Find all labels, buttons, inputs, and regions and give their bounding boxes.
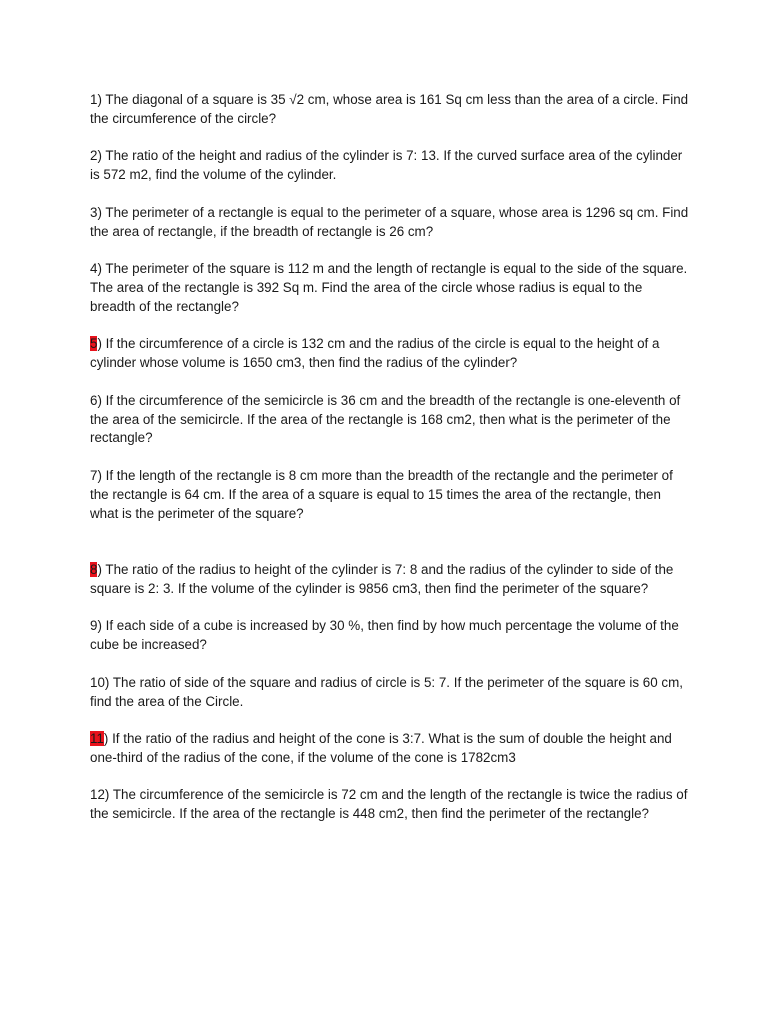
question-8 [90, 561, 690, 599]
question-text: ) The ratio of the radius to height of the cylinder is 7: 8 and the radius of the cylinder to side of the square is 2: 3. If the volume of the cylinder is 9856 cm3, then find the perimeter of the square? [90, 561, 674, 596]
question-2 [90, 147, 690, 185]
question-number: 12 [90, 787, 105, 803]
question-number-highlighted: 5 [90, 336, 98, 352]
question-number: 3 [90, 204, 98, 220]
question-number: 4 [90, 261, 98, 277]
question-number-highlighted: 8 [90, 561, 98, 577]
question-number: 9 [90, 618, 98, 634]
question-number: 1 [90, 92, 98, 107]
question-text: ) The diagonal of a square is 35 √2 cm, whose area is 161 Sq cm less than the area of a circle. Find the circumference of the circle? [90, 92, 689, 126]
question-12 [90, 786, 690, 824]
question-6 [90, 392, 690, 448]
question-3 [90, 204, 690, 242]
question-number: 2 [90, 148, 98, 164]
question-number: 10 [90, 674, 105, 690]
question-text: ) If the circumference of a circle is 132 cm and the radius of the circle is equal to the height of a cylinder whose volume is 1650 cm3, then find the radius of the cylinder? [90, 336, 660, 371]
question-number: 6 [90, 392, 98, 408]
question-text: ) The perimeter of a rectangle is equal to the perimeter of a square, whose area is 1296 sq cm. Find the area of rectangle, if the breadth of rectangle is 26 cm? [90, 204, 689, 239]
question-sheet [90, 91, 690, 824]
question-text: ) If the ratio of the radius and height of the cone is 3:7. What is the sum of double the height and one-third of the radius of the cone, if the volume of the cone is 1782cm3 [90, 731, 672, 765]
question-9 [90, 617, 690, 655]
question-4 [90, 260, 690, 316]
question-5 [90, 335, 690, 373]
question-7 [90, 467, 690, 523]
question-text: ) If each side of a cube is increased by 30 %, then find by how much percentage the volume of the cube be increased? [90, 618, 679, 653]
question-text: ) The ratio of side of the square and radius of circle is 5: 7. If the perimeter of the square is 60 cm, find the area of the Circle. [90, 674, 683, 709]
question-number: 7 [90, 467, 98, 483]
question-text: ) If the length of the rectangle is 8 cm more than the breadth of the rectangle and the perimeter of the rectangle is 64 cm. If the area of a square is equal to 15 times the area of the rectangle, then what is the perimeter of the square? [90, 467, 673, 521]
question-text: ) If the circumference of the semicircle is 36 cm and the breadth of the rectangle is one-eleventh of the area of the semicircle. If the area of the rectangle is 168 cm2, then what is the perimeter of the rectangle? [90, 392, 681, 446]
question-number-highlighted: 11 [90, 731, 104, 747]
question-text: ) The circumference of the semicircle is 72 cm and the length of the rectangle is twice the radius of the semicircle. If the area of the rectangle is 448 cm2, then find the perimeter of the rectangle? [90, 787, 688, 822]
question-text: ) The perimeter of the square is 112 m and the length of rectangle is equal to the side of the square. The area of the rectangle is 392 Sq m. Find the area of the circle whose radius is equal to the breadth of the rectangle? [90, 261, 688, 314]
question-11 [90, 730, 690, 768]
question-text: ) The ratio of the height and radius of the cylinder is 7: 13. If the curved surface area of the cylinder is 572 m2, find the volume of the cylinder. [90, 148, 683, 183]
question-10 [90, 674, 690, 712]
question-1 [90, 91, 690, 129]
